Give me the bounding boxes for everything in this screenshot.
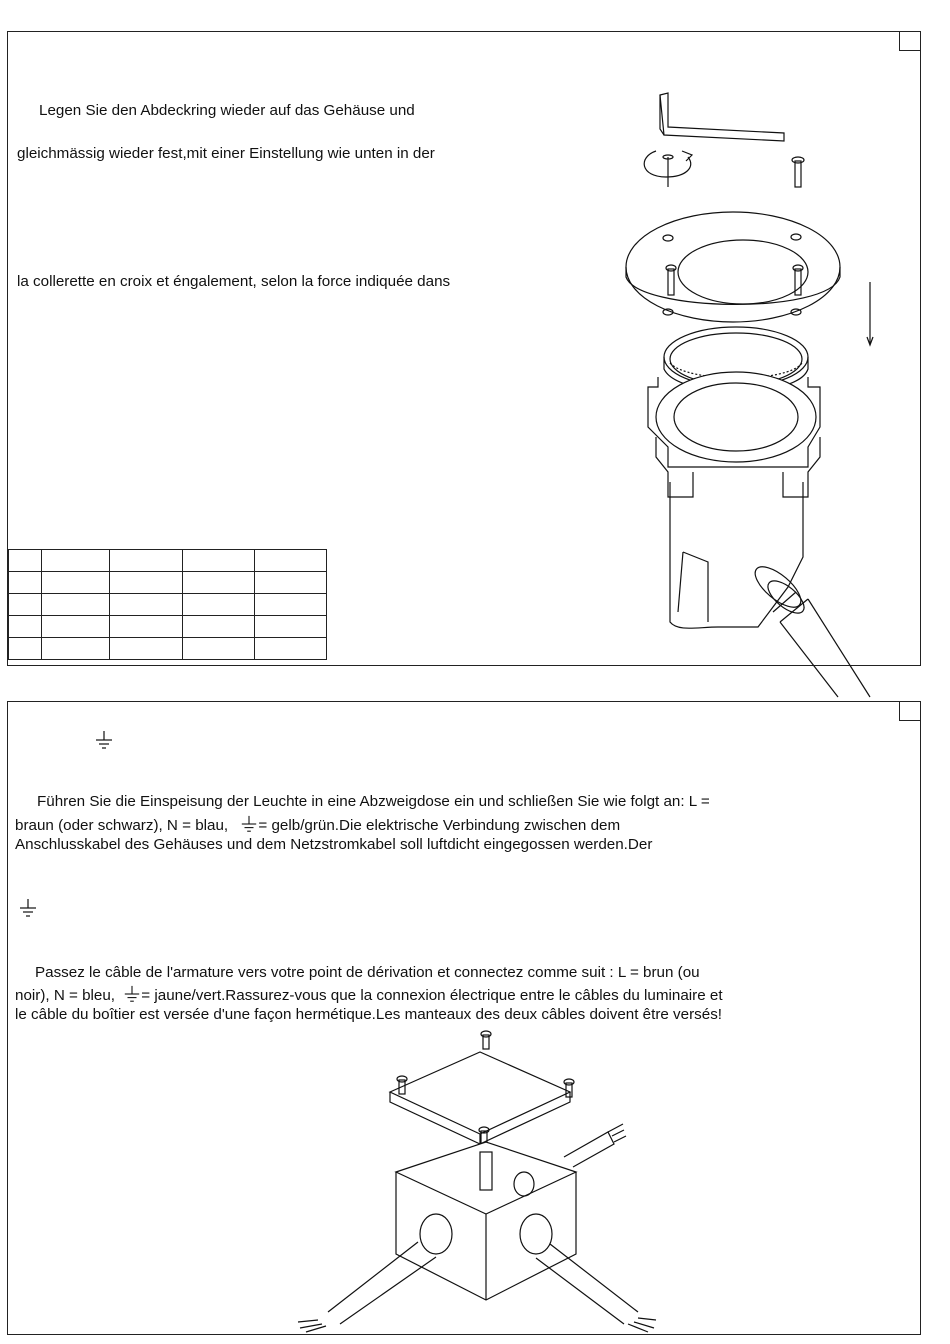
ground-symbol-icon <box>123 985 141 1003</box>
panel1-text-line-3: la collerette en croix et éngalement, selon la force indiquée dans <box>17 273 451 290</box>
ground-symbol-icon <box>18 898 38 918</box>
table-cell <box>255 572 327 594</box>
cover-ring <box>626 212 840 322</box>
table-row <box>9 638 327 660</box>
table-cell <box>9 616 42 638</box>
table-cell <box>255 550 327 572</box>
instruction-panel-wiring <box>7 701 921 1335</box>
french-text-line-2 <box>15 985 723 1005</box>
table-cell <box>42 616 110 638</box>
french-text-line-3: le câble du boîtier est versée d'une façon hermétique.Les manteaux des deux câbles doivent être versés! <box>15 1006 723 1023</box>
housing-body <box>648 372 820 628</box>
table-row <box>9 616 327 638</box>
junction-box-lid <box>390 1052 570 1144</box>
rotate-arrow-icon <box>644 151 692 187</box>
german-line-2-end: = gelb/grün.Die elektrische Verbindung zwischen dem <box>258 817 621 834</box>
hex-key-icon <box>660 93 784 141</box>
panel-corner-box <box>899 701 921 721</box>
table-cell <box>42 594 110 616</box>
table-row <box>9 550 327 572</box>
table-cell <box>42 572 110 594</box>
instruction-panel-cover-ring <box>7 31 921 666</box>
french-line-2-start: noir), N = bleu, <box>15 987 116 1004</box>
table-cell <box>255 638 327 660</box>
table-cell <box>42 638 110 660</box>
ground-symbol-icon <box>94 730 114 750</box>
table-cell <box>110 638 183 660</box>
german-line-2-start: braun (oder schwarz), N = blau, <box>15 817 229 834</box>
table-cell <box>255 594 327 616</box>
table-cell <box>255 616 327 638</box>
table-cell <box>183 616 255 638</box>
junction-box-body <box>396 1142 576 1300</box>
table-cell <box>183 572 255 594</box>
table-cell <box>183 638 255 660</box>
table-cell <box>9 638 42 660</box>
table-row <box>9 594 327 616</box>
ground-symbol-icon <box>240 815 258 833</box>
german-text-line-2 <box>15 815 620 835</box>
table-cell <box>183 550 255 572</box>
table-cell <box>9 594 42 616</box>
cable-left <box>298 1214 452 1332</box>
down-arrow-icon <box>867 282 873 345</box>
panel1-text-line-2: gleichmässig wieder fest,mit einer Einstellung wie unten in der <box>17 145 435 162</box>
cable-gland <box>749 560 809 622</box>
table-row <box>9 572 327 594</box>
german-text-line-3: Anschlusskabel des Gehäuses und dem Netzstromkabel soll luftdicht eingegossen werden.Der <box>15 836 653 853</box>
table-cell <box>9 550 42 572</box>
table-cell <box>110 550 183 572</box>
luminaire-assembly-illustration <box>608 87 898 667</box>
screw-icon <box>792 157 804 187</box>
torque-table <box>8 549 327 660</box>
table-cell <box>110 594 183 616</box>
table-cell <box>9 572 42 594</box>
table-cell <box>110 616 183 638</box>
german-text-line-1: Führen Sie die Einspeisung der Leuchte in eine Abzweigdose ein und schließen Sie wie folgt an: L = <box>37 793 710 810</box>
panel1-text-line-1: Legen Sie den Abdeckring wieder auf das Gehäuse und <box>39 102 415 119</box>
french-text-line-1: Passez le câble de l'armature vers votre point de dérivation et connectez comme suit : L = brun (ou <box>35 964 700 981</box>
junction-box-illustration <box>278 1022 658 1332</box>
cable-top-right <box>564 1124 626 1167</box>
table-cell <box>42 550 110 572</box>
table-cell <box>183 594 255 616</box>
cable-right <box>520 1214 656 1332</box>
table-cell <box>110 572 183 594</box>
french-line-2-end: = jaune/vert.Rassurez-vous que la connexion électrique entre le câbles du luminaire et <box>141 987 723 1004</box>
power-cable <box>780 599 870 697</box>
panel-corner-box <box>899 31 921 51</box>
